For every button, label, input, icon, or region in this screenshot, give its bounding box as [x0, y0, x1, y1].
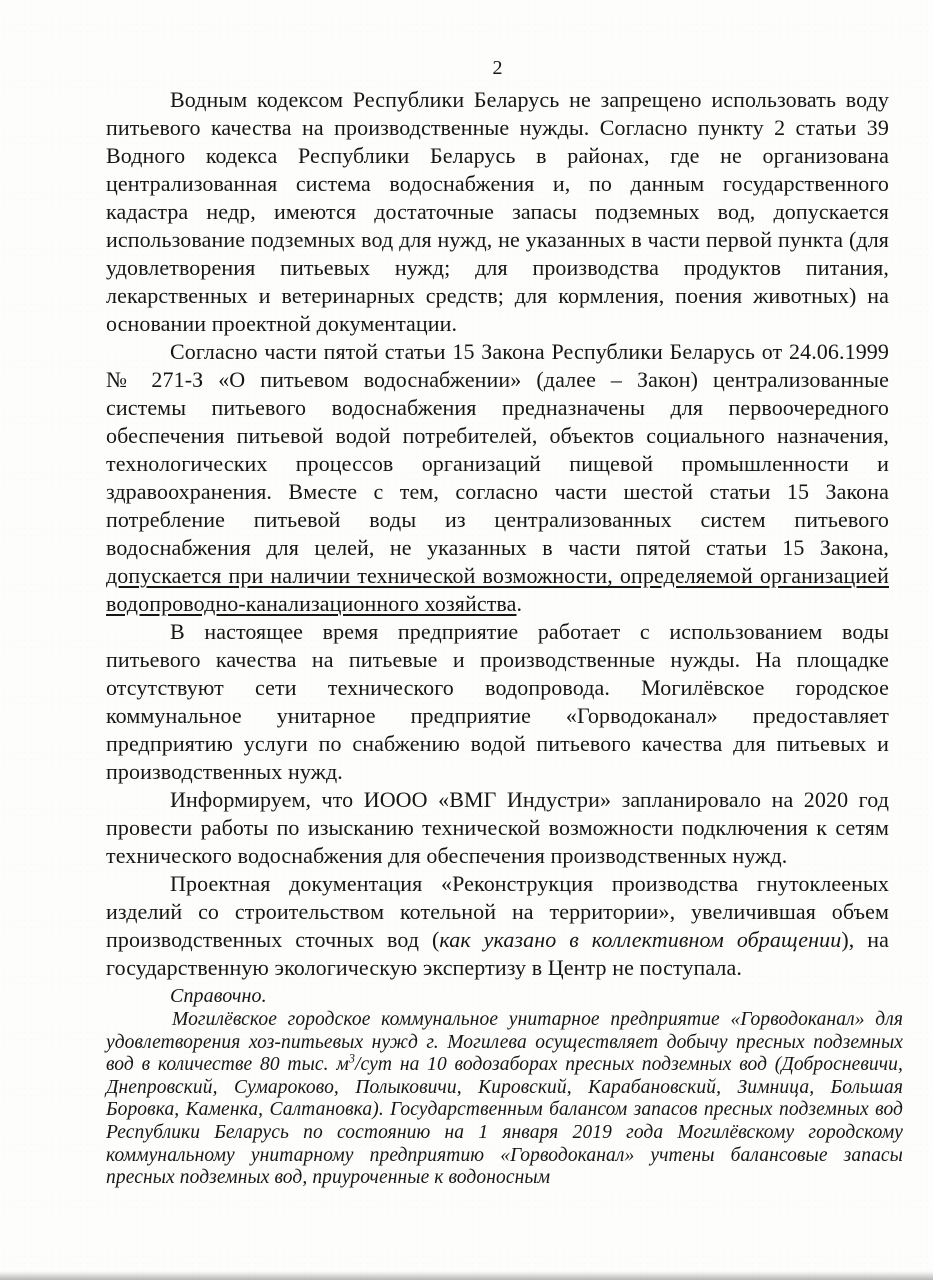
- document-body: [106, 86, 903, 1190]
- p2-underlined-clause: допускается при наличии технической возможности, определяемой организацией водопроводно-канализационного хозяйства: [106, 563, 889, 616]
- reference-post-text: /сут на 10 водозаборах пресных подземных вод (Добросневичи, Днепровский, Сумароково, Полыковичи, Кировский, Карабановский, Зимница, Большая Боровка, Каменка, Салтановка). Государственным балансом запасов пресных подземных вод Республики Беларусь по состоянию на 1 января 2019 года Могилёвскому городскому коммунальному унитарному предприятию «Горводоканал» учтены балансовые запасы пресных подземных вод, приуроченные к водоносным: [106, 1054, 903, 1189]
- paragraph-water-code: Водным кодексом Республики Беларусь не запрещено использовать воду питьевого качества на производственные нужды. Согласно пункту 2 статьи 39 Водного кодекса Республики Беларусь в районах, где не организована централизованная система водоснабжения и, по данным государственного кадастра недр, имеются достаточные запасы подземных вод, допускается использование подземных вод для нужд, не указанных в части первой пункта (для удовлетворения питьевых нужд; для производства продуктов питания, лекарственных и ветеринарных средств; для кормления, поения животных) на основании проектной документации.: [106, 87, 889, 336]
- paragraph-current-operations: В настоящее время предприятие работает с использованием воды питьевого качества на питьевые и производственные нужды. На площадке отсутствуют сети технического водопровода. Могилёвское городское коммунальное унитарное предприятие «Горводоканал» предоставляет предприятию услуги по снабжению водой питьевого качества для питьевых и производственных нужд.: [106, 619, 889, 784]
- p5-pre-text: Проектная документация «Реконструкция производства гнутоклееных изделий со строительством котельной на территории», увеличившая объем производственных сточных вод (: [106, 871, 889, 952]
- p2-plain-text: Согласно части пятой статьи 15 Закона Республики Беларусь от 24.06.1999 № 271-З «О питьевом водоснабжении» (далее – Закон) централизованные системы питьевого водоснабжения предназначены для первоочередного обеспечения питьевой водой потребителей, объектов социального назначения, технологических процессов организаций пищевой промышленности и здравоохранения. Вместе с тем, согласно части шестой статьи 15 Закона потребление питьевой воды из централизованных систем питьевого водоснабжения для целей, не указанных в части пятой статьи 15 Закона,: [106, 339, 889, 560]
- p2-tail-period: .: [516, 591, 523, 616]
- page-number: 2: [492, 57, 503, 79]
- paragraph-drinking-water-law: [106, 338, 889, 618]
- paragraph-project-documentation: [106, 870, 889, 982]
- p5-italic-remark: как указано в коллективном обращении: [439, 927, 842, 952]
- paragraph-vmg-industri-plans: Информируем, что ИООО «ВМГ Индустри» запланировало на 2020 год провести работы по изысканию технической возможности подключения к сетям технического водоснабжения для обеспечения производственных нужд.: [106, 787, 889, 868]
- scan-edge-shadow: [0, 1271, 933, 1280]
- p5-post-text: ), на государственную экологическую экспертизу в Центр не поступала.: [106, 927, 889, 980]
- reference-superscript-cubed: 3: [348, 1051, 356, 1066]
- reference-paragraph: [106, 1009, 903, 1190]
- reference-pre-text: Могилёвское городское коммунальное унитарное предприятие «Горводоканал» для удовлетворения хоз-питьевых нужд г. Могилева осуществляет добычу пресных подземных вод в количестве 80 тыс. м: [106, 1009, 903, 1076]
- note-heading: Справочно.: [170, 985, 267, 1007]
